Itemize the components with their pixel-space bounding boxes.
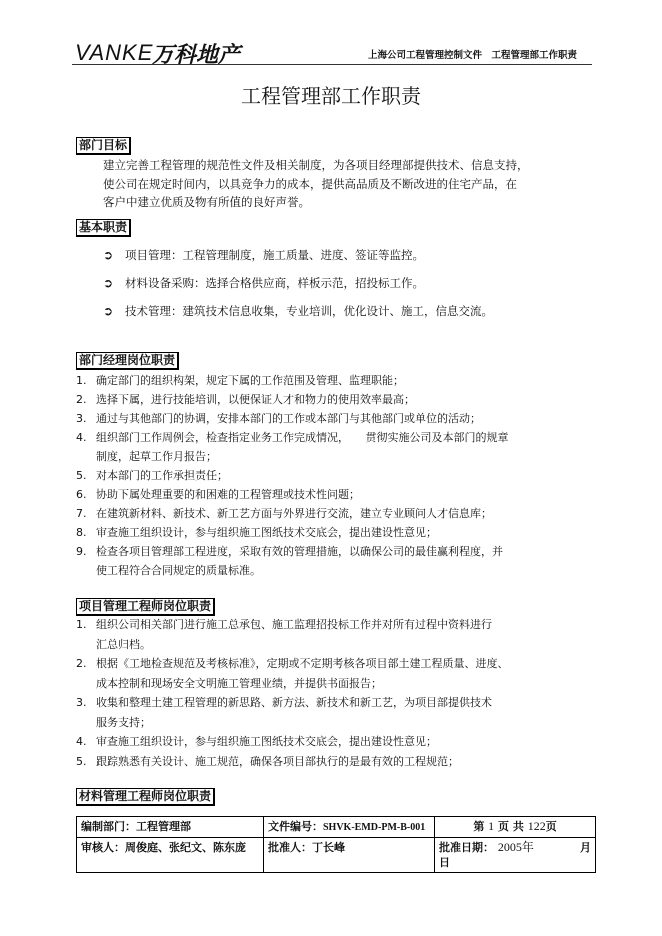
list-item <box>76 523 509 542</box>
approver-label: 批准人： <box>268 841 312 854</box>
approval-date-cell <box>435 838 596 873</box>
list-text: 对本部门的工作承担责任； <box>96 469 228 482</box>
dept-cell <box>77 817 264 838</box>
page-suffix: 页 <box>545 820 557 833</box>
list-item <box>76 693 509 713</box>
list-number: 7. <box>76 507 87 520</box>
list-item <box>76 409 509 428</box>
basic-duty-item <box>103 303 493 319</box>
dept-goal-line: 客户中建立优质及物有所值的良好声誉。 <box>103 195 310 209</box>
file-number-value: SHVK-EMD-PM-B-001 <box>323 822 426 833</box>
manager-duty-list <box>76 371 509 580</box>
section-label-manager-duties: 部门经理岗位职责 <box>76 352 179 370</box>
list-number: 3. <box>76 412 87 425</box>
list-text: 根据《工地检查规范及考核标准》，定期或不定期考核各项目部土建工程质量、进度、 <box>96 657 509 670</box>
list-item <box>76 371 509 390</box>
list-item <box>76 485 509 504</box>
vanke-logo-chinese: 万科地产 <box>152 43 241 68</box>
vanke-logo-text: VANKE <box>75 40 154 65</box>
list-text: 在建筑新材料、新技术、新工艺方面与外界进行交流，建立专业顾问人才信息库； <box>96 507 492 520</box>
basic-duty-text: 材料设备采购：选择合格供应商，样板示范，招投标工作。 <box>125 276 424 290</box>
page-current: 1 <box>488 819 495 833</box>
list-item <box>76 732 509 752</box>
basic-duty-text: 项目管理：工程管理制度，施工质量、进度、签证等监控。 <box>125 248 424 262</box>
list-item-continuation: 服务支持； <box>96 715 151 729</box>
basic-duty-item <box>103 247 424 263</box>
list-number: 5. <box>76 754 87 768</box>
dept-goal-text <box>103 156 529 212</box>
list-text: 选择下属，进行技能培训，以便保证人才和物力的使用效率最高； <box>96 393 415 406</box>
list-number: 6. <box>76 488 87 501</box>
list-item-continuation: 使工程符合合同规定的质量标准。 <box>96 564 261 577</box>
page-total: 122 <box>527 819 546 833</box>
list-number: 2. <box>76 657 87 670</box>
reviewer-cell <box>77 838 264 873</box>
arrow-bullet-icon: ➲ <box>103 248 114 262</box>
list-number: 1. <box>76 618 87 631</box>
pm-engineer-duty-list <box>76 615 509 771</box>
list-text: 确定部门的组织构架，规定下属的工作范围及管理、监理职能； <box>96 374 404 387</box>
dept-label: 编制部门： <box>81 820 136 833</box>
page-count-cell <box>435 817 596 838</box>
list-text: 通过与其他部门的协调，安排本部门的工作或本部门与其他部门或单位的活动； <box>96 412 481 425</box>
list-item <box>76 615 509 635</box>
list-number: 4. <box>76 431 87 444</box>
section-label-material-engineer-duties: 材料管理工程师岗位职责 <box>76 788 215 806</box>
list-text: 组织公司相关部门进行施工总承包、施工监理招投标工作并对所有过程中资料进行 <box>96 618 492 631</box>
list-number: 1. <box>76 374 87 387</box>
approver-value: 丁长峰 <box>312 841 345 854</box>
page-title: 工程管理部工作职责 <box>241 84 421 108</box>
approval-date-month: 月 <box>580 841 591 854</box>
list-text: 审查施工组织设计，参与组织施工图纸技术交底会，提出建设性意见； <box>96 526 437 539</box>
list-number: 3. <box>76 696 87 709</box>
list-number: 4. <box>76 735 87 748</box>
list-text: 收集和整理土建工程管理的新思路、新方法、新技术和新工艺，为项目部提供技术 <box>96 696 492 709</box>
dept-goal-line: 建立完善工程管理的规范性文件及相关制度，为各项目经理部提供技术、信息支持， <box>103 158 529 172</box>
list-item <box>76 542 509 561</box>
section-label-basic-duties: 基本职责 <box>76 219 131 237</box>
approval-date-label: 批准日期： <box>439 841 494 854</box>
arrow-bullet-icon: ➲ <box>103 276 114 290</box>
document-control-table <box>76 816 596 873</box>
list-item-continuation: 成本控制和现场安全文明施工管理业绩，并提供书面报告； <box>96 676 382 690</box>
approval-date-day: 日 <box>439 856 450 869</box>
page-mid: 页 共 <box>498 820 524 833</box>
list-text: 审查施工组织设计，参与组织施工图纸技术交底会，提出建设性意见； <box>96 735 437 748</box>
header-divider <box>72 64 592 65</box>
file-number-label: 文件编号： <box>268 820 323 833</box>
page-prefix: 第 <box>473 820 485 833</box>
file-number-cell <box>264 817 435 838</box>
arrow-bullet-icon: ➲ <box>103 304 114 318</box>
list-number: 9. <box>76 545 87 558</box>
reviewer-value: 周俊庭、张纪文、陈东庞 <box>125 841 246 854</box>
section-label-pm-engineer-duties: 项目管理工程师岗位职责 <box>76 598 215 616</box>
list-item <box>76 752 509 772</box>
list-text: 协助下属处理重要的和困难的工程管理或技术性问题； <box>96 488 360 501</box>
list-item-continuation: 制度，起草工作月报告； <box>96 450 217 463</box>
reviewer-label: 审核人： <box>81 841 125 854</box>
approval-date-year: 2005年 <box>497 840 534 854</box>
section-label-dept-goal: 部门目标 <box>76 137 131 155</box>
list-number: 8. <box>76 526 87 539</box>
list-text: 跟踪熟悉有关设计、施工规范，确保各项目部执行的是最有效的工程规范； <box>96 754 459 768</box>
list-item <box>76 466 509 485</box>
dept-goal-line: 使公司在规定时间内，以具竞争力的成本，提供高品质及不断改进的住宅产品，在 <box>103 176 517 191</box>
list-number: 5. <box>76 469 87 482</box>
list-item-continuation: 汇总归档。 <box>96 637 151 651</box>
list-item <box>76 390 509 409</box>
header-doc-label: 上海公司工程管理控制文件 工程管理部工作职责 <box>368 50 578 61</box>
list-item <box>76 504 509 523</box>
dept-value: 工程管理部 <box>136 820 191 833</box>
list-item <box>76 654 509 674</box>
approver-cell <box>264 838 435 873</box>
list-number: 2. <box>76 393 87 406</box>
list-item <box>76 428 509 447</box>
basic-duty-text: 技术管理：建筑技术信息收集，专业培训，优化设计、施工，信息交流。 <box>125 304 493 318</box>
list-text: 检查各项目管理部工程进度，采取有效的管理措施，以确保公司的最佳赢利程度，并 <box>96 545 503 558</box>
list-text: 组织部门工作周例会，检查指定业务工作完成情况， 贯彻实施公司及本部门的规章 <box>96 431 509 444</box>
basic-duty-item <box>103 275 424 291</box>
